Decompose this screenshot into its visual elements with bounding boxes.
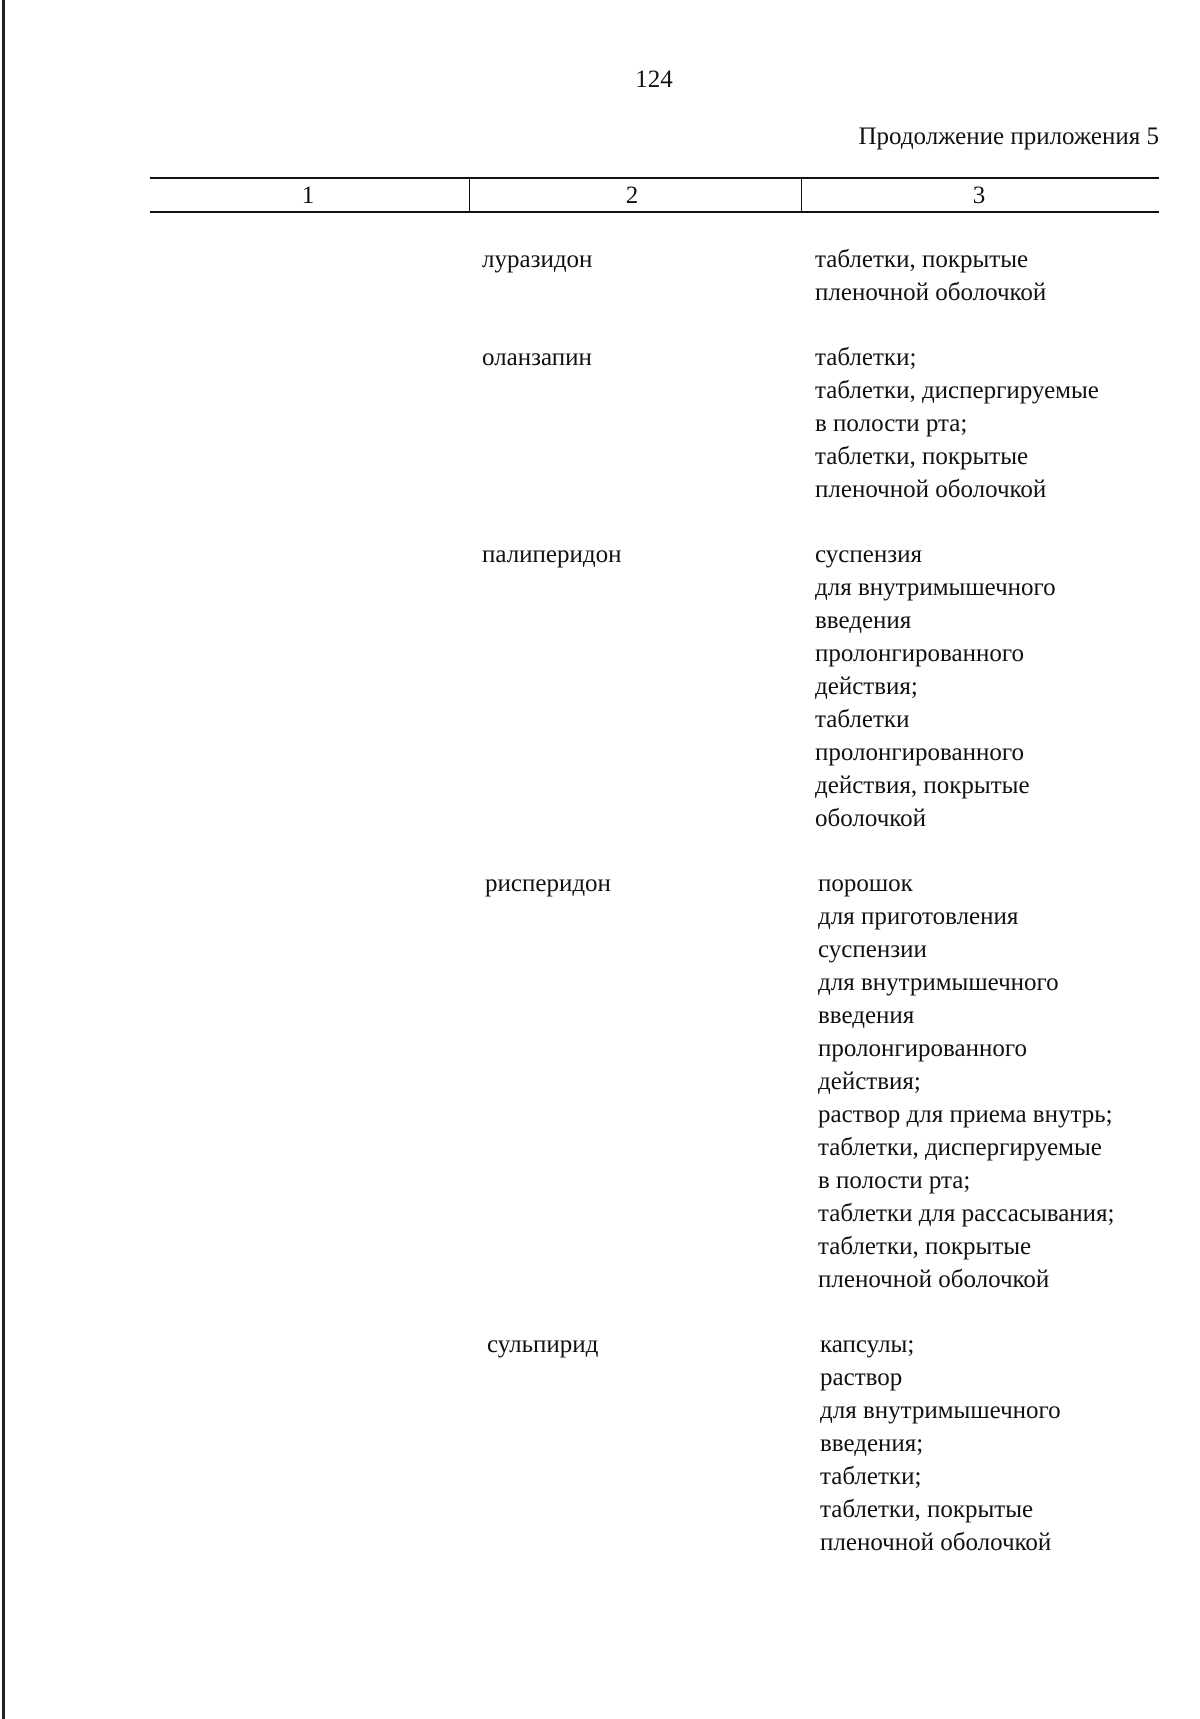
dosage-form-line: действия; <box>815 673 918 700</box>
dosage-form-line: оболочкой <box>815 805 927 832</box>
dosage-form-line: раствор <box>820 1364 903 1391</box>
dosage-form-line: таблетки; <box>815 344 917 371</box>
drug-name: оланзапин <box>482 344 592 371</box>
column-header-3: 3 <box>972 182 986 209</box>
dosage-form-line: таблетки, диспергируемые <box>818 1134 1102 1161</box>
dosage-form-line: пролонгированного <box>818 1035 1027 1062</box>
dosage-forms <box>820 1328 1061 1559</box>
column-header-2: 2 <box>625 182 639 209</box>
drug-name: рисперидон <box>485 870 611 897</box>
dosage-form-line: для внутримышечного <box>818 969 1059 996</box>
scan-edge <box>2 0 5 1719</box>
dosage-form-line: в полости рта; <box>818 1167 971 1194</box>
dosage-forms <box>815 341 1099 506</box>
dosage-form-line: для приготовления <box>818 903 1019 930</box>
drug-name: палиперидон <box>482 541 622 568</box>
dosage-form-line: таблетки, покрытые <box>820 1496 1034 1523</box>
dosage-forms <box>815 538 1056 835</box>
dosage-form-line: суспензии <box>818 936 927 963</box>
dosage-form-line: введения <box>815 607 912 634</box>
dosage-form-line: таблетки; <box>820 1463 922 1490</box>
dosage-form-line: действия; <box>818 1068 921 1095</box>
dosage-form-line: введения <box>818 1002 915 1029</box>
dosage-form-line: в полости рта; <box>815 410 968 437</box>
dosage-forms <box>818 867 1115 1296</box>
dosage-form-line: таблетки, диспергируемые <box>815 377 1099 404</box>
dosage-form-line: пленочной оболочкой <box>815 476 1047 503</box>
dosage-form-line: таблетки, покрытые <box>818 1233 1032 1260</box>
dosage-form-line: таблетки, покрытые <box>815 246 1029 273</box>
dosage-form-line: для внутримышечного <box>815 574 1056 601</box>
drug-name: сульпирид <box>487 1331 599 1358</box>
continuation-label: Продолжение приложения 5 <box>858 123 1159 150</box>
dosage-form-line: таблетки <box>815 706 910 733</box>
column-divider <box>801 178 802 213</box>
dosage-form-line: введения; <box>820 1430 924 1457</box>
dosage-form-line: для внутримышечного <box>820 1397 1061 1424</box>
dosage-form-line: таблетки, покрытые <box>815 443 1029 470</box>
dosage-form-line: пленочной оболочкой <box>815 279 1047 306</box>
dosage-form-line: пленочной оболочкой <box>818 1266 1050 1293</box>
drug-name: луразидон <box>482 246 593 273</box>
page-number: 124 <box>635 66 673 93</box>
dosage-form-line: порошок <box>818 870 913 897</box>
dosage-form-line: пленочной оболочкой <box>820 1529 1052 1556</box>
dosage-form-line: действия, покрытые <box>815 772 1030 799</box>
dosage-form-line: суспензия <box>815 541 922 568</box>
column-header-1: 1 <box>301 182 315 209</box>
dosage-form-line: пролонгированного <box>815 640 1024 667</box>
column-divider <box>469 178 470 213</box>
dosage-forms <box>815 243 1046 309</box>
dosage-form-line: пролонгированного <box>815 739 1024 766</box>
dosage-form-line: таблетки для рассасывания; <box>818 1200 1115 1227</box>
dosage-form-line: раствор для приема внутрь; <box>818 1101 1113 1128</box>
dosage-form-line: капсулы; <box>820 1331 915 1358</box>
